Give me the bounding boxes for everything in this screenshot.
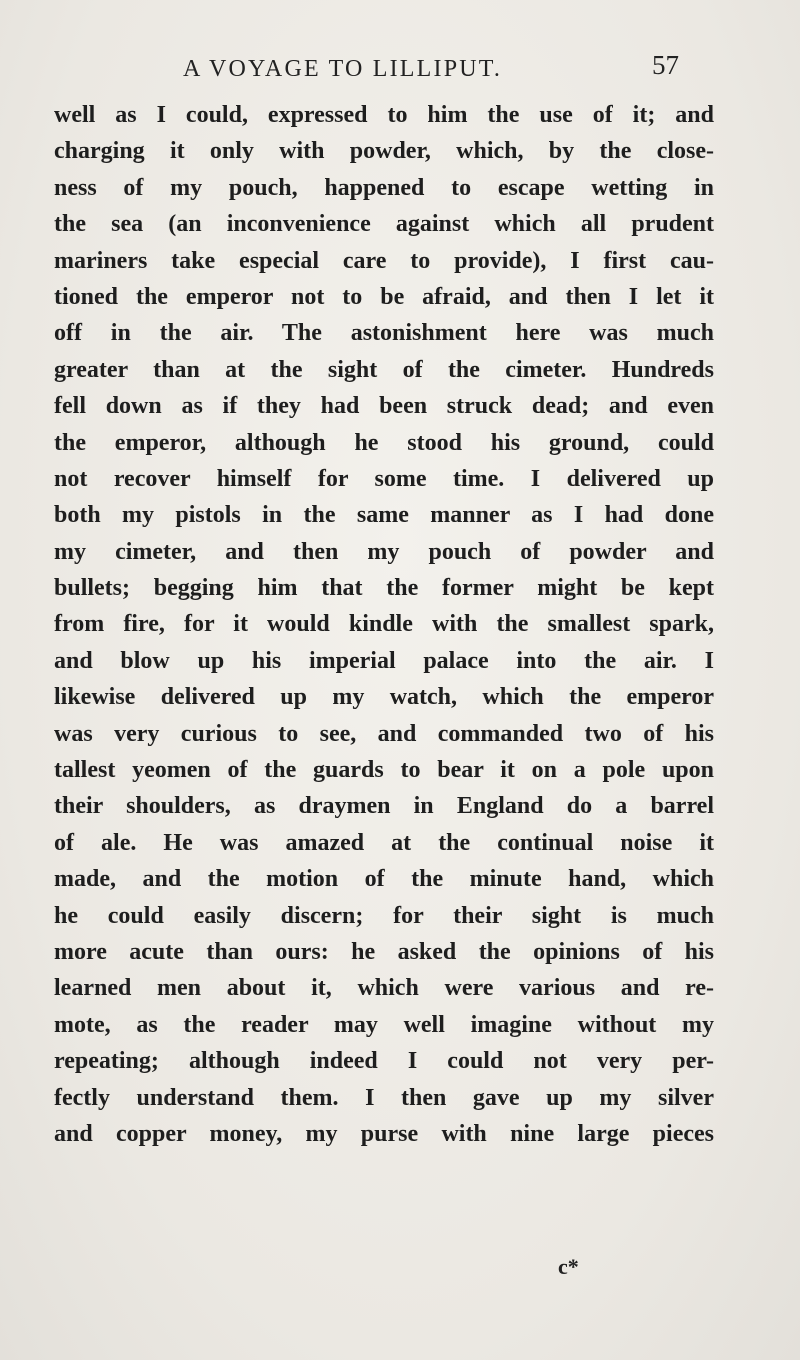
text-line: repeating; although indeed I could not very per- [54,1048,714,1075]
page-number: 57 [652,50,679,80]
text-line: was very curious to see, and commanded two of his [54,720,714,747]
text-line: likewise delivered up my watch, which the emperor [54,684,714,711]
text-line: fell down as if they had been struck dead; and even [54,393,714,420]
signature-mark: c* [558,1254,579,1279]
text-line: the emperor, although he stood his ground, could [54,429,714,456]
running-title: A VOYAGE TO LILLIPUT. [183,56,503,82]
text-line: learned men about it, which were various and re- [54,975,714,1002]
text-line: tioned the emperor not to be afraid, and then I let it [54,283,714,310]
text-line: fectly understand them. I then gave up my silver [54,1084,714,1111]
text-line: mariners take especial care to provide), I first cau- [54,247,714,274]
text-line: off in the air. The astonishment here was much [54,320,714,347]
text-line: and copper money, my purse with nine large pieces [54,1120,714,1147]
text-line: and blow up his imperial palace into the air. I [54,647,714,674]
running-head [0,50,800,90]
text-line: more acute than ours: he asked the opinions of his [54,938,714,965]
text-line: well as I could, expressed to him the use of it; and [54,102,714,128]
text-line: he could easily discern; for their sight is much [54,902,714,929]
text-line: both my pistols in the same manner as I had done [54,502,714,529]
text-line: bullets; begging him that the former might be kept [54,575,714,602]
text-line: their shoulders, as draymen in England do a barrel [54,793,714,820]
text-line: greater than at the sight of the cimeter. Hundreds [54,356,714,383]
text-line: charging it only with powder, which, by the close- [54,138,714,165]
text-line: of ale. He was amazed at the continual noise it [54,829,714,856]
text-line: my cimeter, and then my pouch of powder and [54,538,714,565]
text-line: mote, as the reader may well imagine without my [54,1011,714,1038]
text-line: tallest yeomen of the guards to bear it on a pole upon [54,757,714,784]
text-line: not recover himself for some time. I delivered up [54,465,714,492]
text-line: from fire, for it would kindle with the smallest spark, [54,611,714,638]
text-line: the sea (an inconvenience against which all prudent [54,211,714,238]
body-text [54,97,714,1152]
text-line: ness of my pouch, happened to escape wetting in [54,174,714,201]
text-line: made, and the motion of the minute hand, which [54,866,714,893]
